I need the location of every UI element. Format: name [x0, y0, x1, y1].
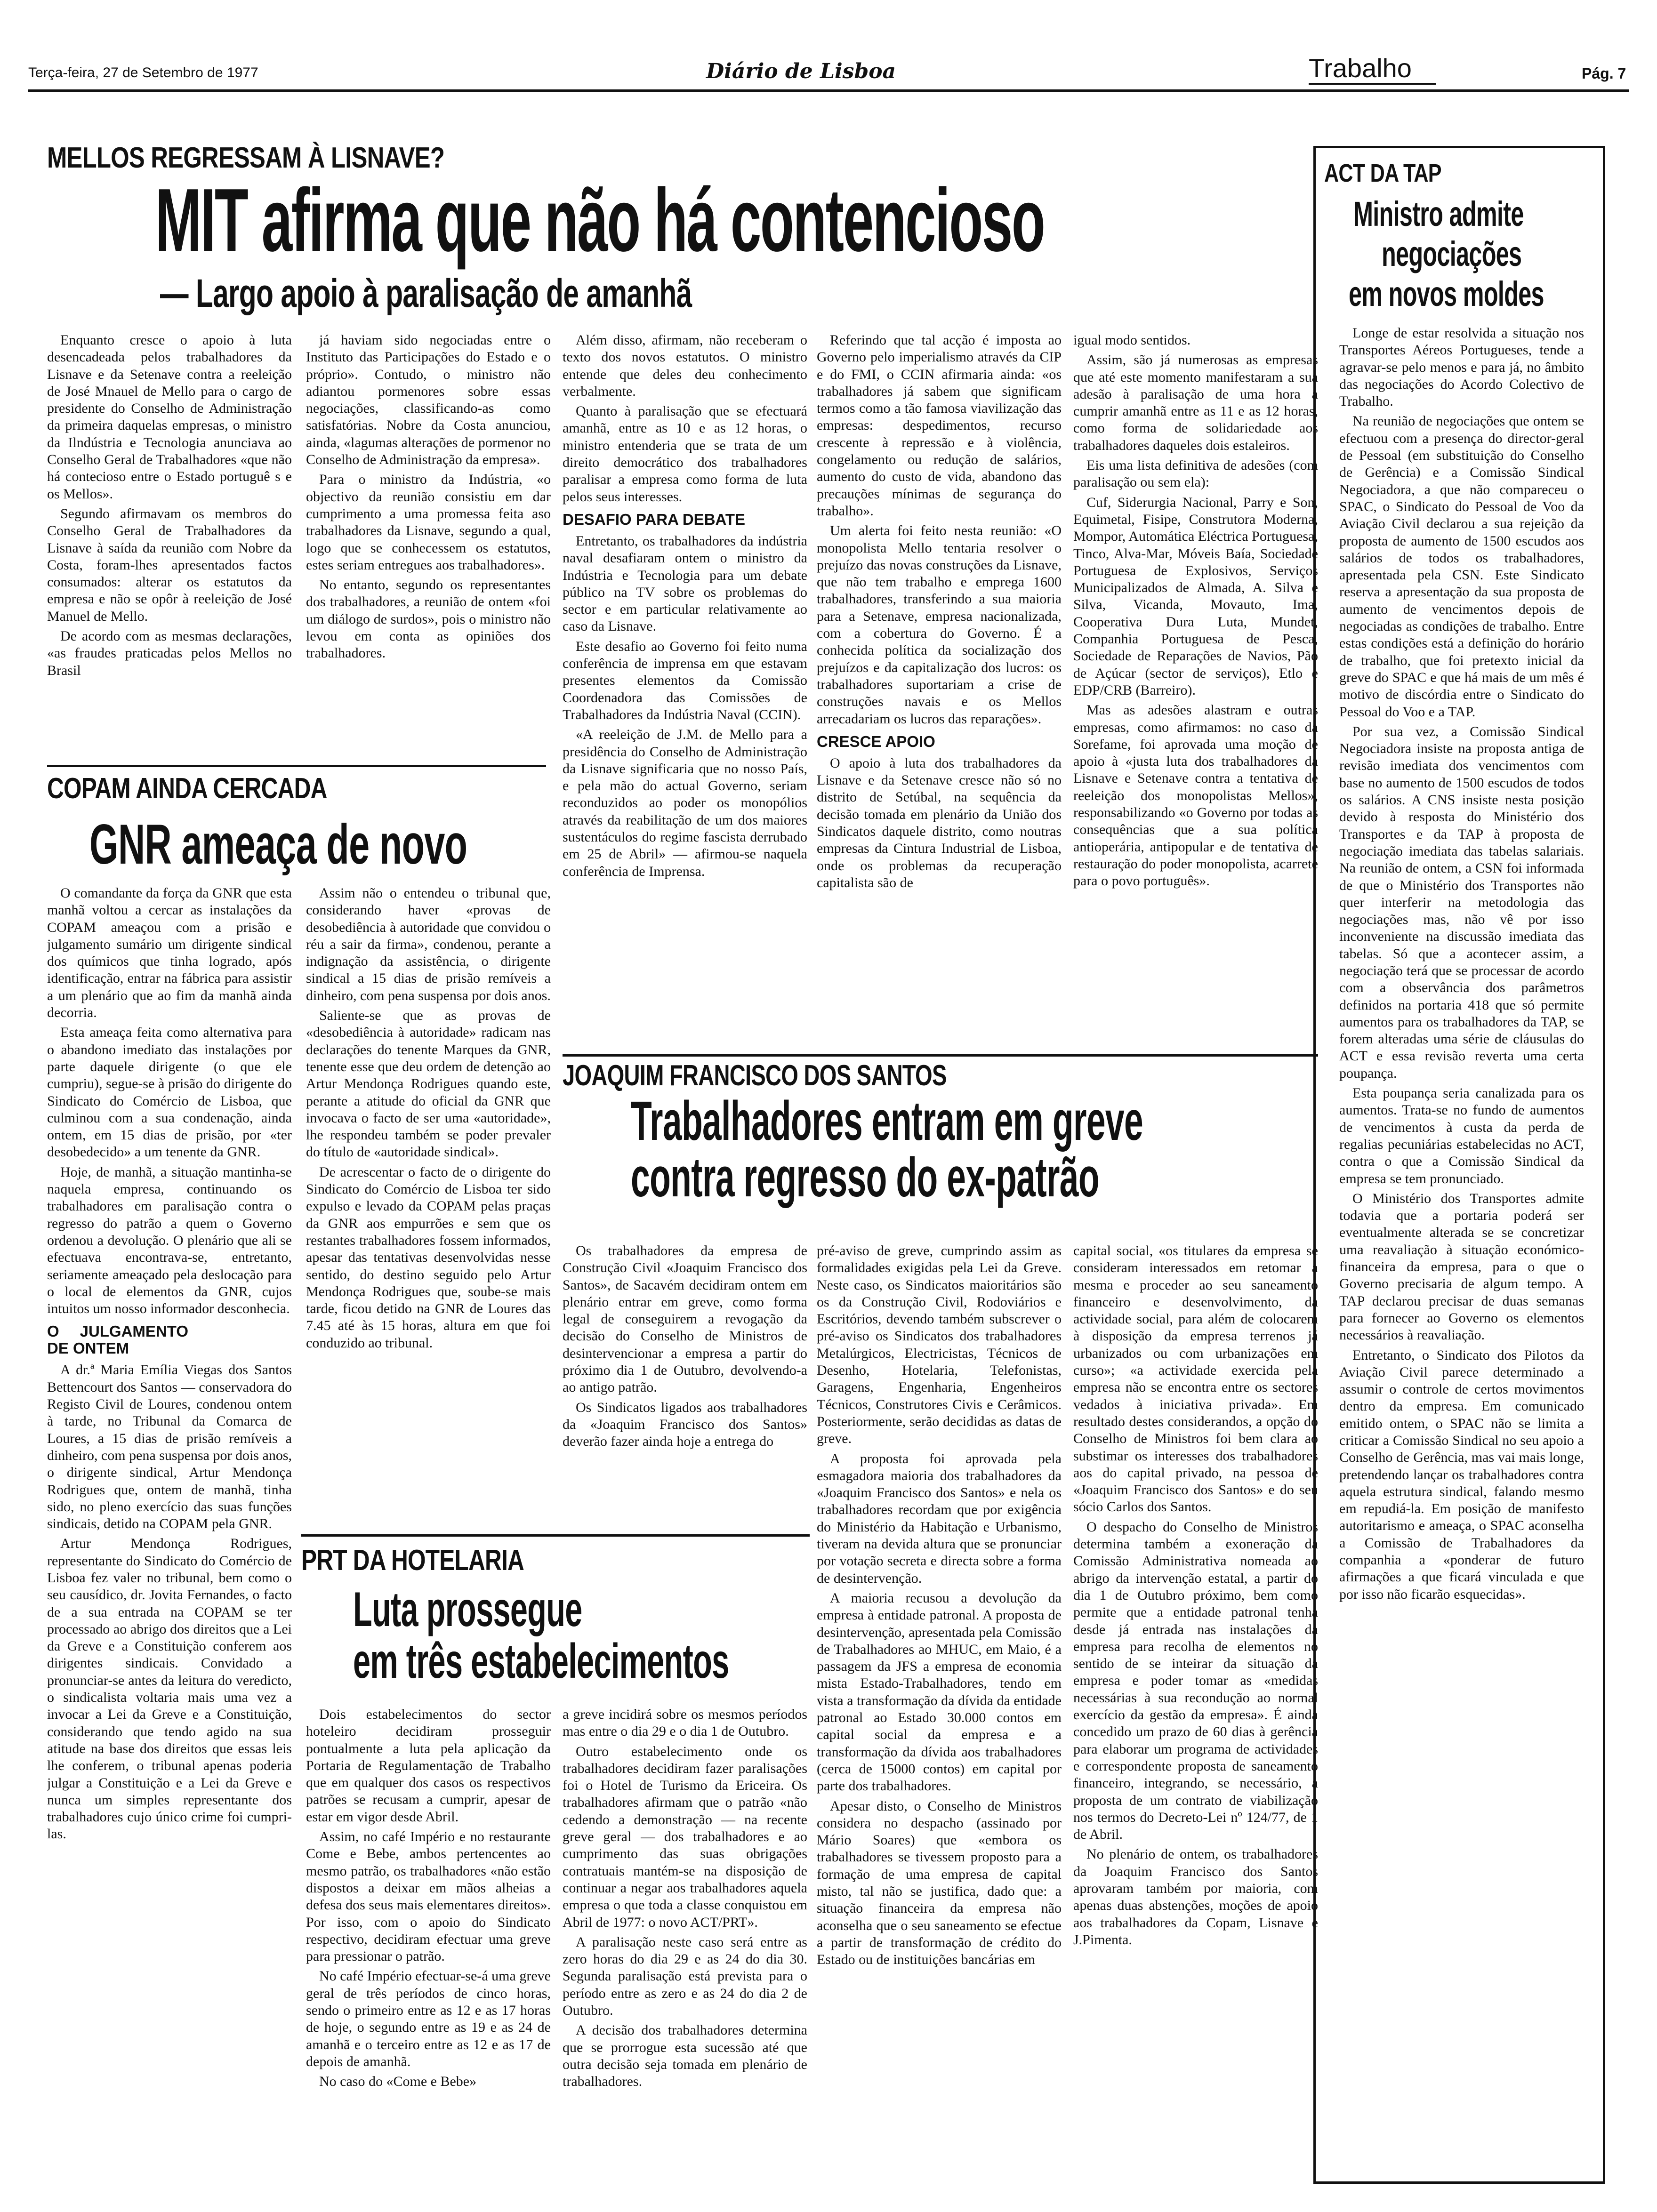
prt-headline-line2: em três estabelecimentos: [353, 1634, 729, 1689]
paragraph: igual modo sentidos.: [1073, 332, 1191, 348]
sidebar-body: [1339, 325, 1584, 2174]
copam-top-rule: [47, 765, 546, 767]
header-rule: [28, 89, 1629, 92]
paragraph: O apoio à luta dos trabalhadores da Lisnave e da Setenave cresce não só no distrito de Setúbal, na sequência da decisão tomada em plenário da União dos Sindicatos daquele distrito, como noutras empresas da Cintura Industrial de Lisboa, onde os problemas da recuperação capitalista são de: [817, 755, 1062, 890]
paragraph: A dr.ª Maria Emília Viegas dos Santos Bettencourt dos Santos — conservadora do Registo Civil de Loures, condenou ontem à tarde, no Tribunal da Comarca de Loures, a 15 dias de prisão remíveis a dinheiro, com pena suspensa por dois anos, o dirigente sindical, Artur Mendonça Rodrigues que, ontem de manhã, tinha sido, no pleno exercício das suas funções sindicais, detido na COPAM pela GNR.: [47, 1362, 292, 1532]
paragraph: Esta poupança seria canalizada para os aumentos. Trata-se no fundo de aumentos de vencimentos à custa da perda de regalias pecuniárias estabelecidas no ACT, contra o que a Comissão Sindical da empresa se tem pronunciado.: [1339, 1085, 1584, 1186]
copam-kicker: COPAM AINDA CERCADA: [47, 772, 327, 805]
paragraph: De acordo com as mesmas declarações, «as fraudes praticadas pelos Mellos no Brasil: [47, 628, 292, 678]
lead-column-4: [817, 332, 1062, 1071]
paragraph: No caso do «Come e Bebe»: [319, 2074, 477, 2090]
paragraph: No plenário de ontem, os trabalhadores da Joaquim Francisco dos Santos aprovaram também por maioria, com apenas duas abstenções, moções de apoio aos trabalhadores da Copam, Lisnave e J.Pimenta.: [1073, 1846, 1318, 1948]
lead-subhead-cresce: CRESCE APOIO: [817, 732, 935, 750]
paragraph: Referindo que tal acção é imposta ao Governo pelo imperialismo através da CIP e do FMI, o CCIN afirmaria ainda: «os trabalhadores já sabem que significam termos como a tão famosa viavilização das empresas: despedimentos, recurso crescente à repressão e à violência, congelamento ou redução de salários, aumento do custo de vida, abandono das precauções mínimas de segurança do trabalho».: [817, 332, 1062, 519]
paragraph: O comandante da força da GNR que esta manhã voltou a cercar as instalações da COPAM ameaçou com a prisão e julgamento sumário um dirigente sindical dos químicos que tinha logrado, após identificação, entrar na fábrica para assistir a um plenário que ao fim da manhã ainda decorria.: [47, 885, 292, 1021]
page-header: [28, 42, 1629, 94]
prt-column-1: [306, 1706, 551, 2205]
joaquim-column-3: [1073, 1242, 1318, 2203]
prt-top-rule: [301, 1534, 810, 1537]
paragraph: De acrescentar o facto de o dirigente do Sindicato do Comércio de Lisboa ter sido expulso e levado da COPAM pelas praças da GNR aos empurrões e sem que os restantes trabalhadores fossem informados, apesar das tentativas desenvolvidas nesse sentido, do destino seguido pelo Artur Mendonça Rodrigues que, soube-se mais tarde, ficou detido na GNR de Loures das 7.45 até às 15 horas, altura em que foi conduzido ao tribunal.: [306, 1164, 551, 1351]
paragraph: Um alerta foi feito nesta reunião: «O monopolista Mello tentaria resolver o prejuízo das novas construções da Lisnave, que não tem trabalho e emprega 1600 trabalhadores, transferindo a sua maioria para a Setenave, empresa nacionalizada, com a cobertura do Governo. É a conhecida política da socialização dos prejuízos e da capitalização dos lucros: os trabalhadores suportariam a crise de construções navais e os Mellos arrecadariam os lucros das reparações».: [817, 523, 1062, 727]
paragraph: Apesar disto, o Conselho de Ministros considera no despacho (assinado por Mário Soares) que «embora os trabalhadores se tivessem proposto para a formação de uma empresa de capital misto, tal não se justifica, dado que: a situação financeira da empresa não aconselha que o seu saneamento se efectue a partir de transformação de crédito do Estado ou de instituições bancárias em: [817, 1798, 1062, 1968]
sidebar-headline-line3: em novos moldes: [1349, 274, 1544, 313]
copam-headline: GNR ameaça de novo: [89, 813, 467, 876]
page-number: Pág. 7: [1582, 65, 1626, 82]
paragraph: Os Sindicatos ligados aos trabalhadores da «Joaquim Francisco dos Santos» deverão fazer ainda hoje a entrega do: [563, 1399, 807, 1450]
paragraph: Eis uma lista definitiva de adesões (com paralisação ou sem ela):: [1073, 457, 1318, 490]
paragraph: A paralisação neste caso será entre as zero horas do dia 29 e as 24 do dia 30. Segunda paralisação está prevista para o período entre as zero e as 24 do dia 2 de Outubro.: [563, 1934, 807, 2019]
paragraph: No café Império efectuar-se-á uma greve geral de três períodos de cinco horas, sendo o primeiro entre as 12 e as 17 horas de hoje, o segundo entre as 19 e as 24 de amanhã e o terceiro entre as 12 e as 17 de depois de amanhã.: [306, 1968, 551, 2069]
section-label: Trabalho: [1309, 53, 1412, 83]
paragraph: Enquanto cresce o apoio à luta desencadeada pelos trabalhadores da Lisnave e da Setenave contra a reeleição de José Mnauel de Mello para o cargo de presidente do Conselho de Administração da primeira daquelas empresas, o ministro da Ilndústria e Tecnologia anunciava ao Conselho Geral de Trabalhadores «que não há contecioso entre o Estado portuguê s e os Mellos».: [47, 332, 292, 502]
joaquim-column-2: [817, 1242, 1062, 2203]
paragraph: Saliente-se que as provas de «desobediência à autoridade» radicam nas declarações do tenente Marques da GNR, tenente esse que deu ordem de detenção ao Artur Mendonça Rodrigues quando este, perante a atitude do oficial da GNR que invocava o facto de ser uma «autoridade», lhe respondeu também se poder prevaler do título de «autoridade sindical».: [306, 1008, 551, 1160]
paragraph: Cuf, Siderurgia Nacional, Parry e Son, Equimetal, Fisipe, Construtora Moderna, Mompor, Automática Eléctrica Portuguesa, Tinco, Alva-Mar, Móveis Baía, Sociedade Portuguesa de Explosivos, Serviços Municipalizados de Almada, A. Silva e Silva, Vicanda, Movauto, Ima, Cooperativa Dura Luta, Mundet, Companhia Portuguesa de Pesca, Sociedade de Reparações de Navios, Pão de Açúcar (sector de serviços), Etlo e EDP/CRB (Barreiro).: [1073, 494, 1318, 698]
paragraph: Assim não o entendeu o tribunal que, considerando haver «provas de desobediência à autoridade que convidou o réu a sair da firma», condenou, perante a indignação da assistência, o dirigente sindical a 15 dias de prisão remíveis a dinheiro, com pena suspensa por dois anos.: [306, 885, 551, 1003]
paragraph: Entretanto, os trabalhadores da indústria naval desafiaram ontem o ministro da Indústria e Tecnologia para um debate público na TV sobre os problemas do sector e em particular relativamente ao caso da Lisnave.: [563, 533, 807, 634]
paragraph: Os trabalhadores da empresa de Construção Civil «Joaquim Francisco dos Santos», de Sacavém decidiram ontem em plenário entrar em greve, como forma legal de conseguirem a revogação da decisão do Conselho de Ministros de desintervencionar a empresa a partir do próximo dia 1 de Outubro, devolvendo-a ao antigo patrão.: [563, 1243, 807, 1395]
sidebar-headline-line1: Ministro admite: [1353, 194, 1524, 233]
paragraph: a greve incidirá sobre os mesmos períodos mas entre o dia 29 e o dia 1 de Outubro.: [563, 1707, 807, 1739]
paragraph: Segundo afirmavam os membros do Conselho Geral de Trabalhadores da Lisnave à saída da reunião com Nobre da Costa, foram-lhes apresentados factos consumados: alterar os estatutos da empresa e não se opôr à reeleição de José Manuel de Mello.: [47, 505, 292, 624]
paragraph: Entretanto, o Sindicato dos Pilotos da Aviação Civil parece determinado a assumir o controle de certos movimentos dentro da empresa. Em comunicado emitido ontem, o SPAC não se limita a criticar a Comissão Sindical no seu apoio a Conselho de Gerência, mas vai mais longe, pretendendo lançar os trabalhadores contra aquela estrutura sindical, falando mesmo em repudiá-la. Em posição de manifesto autoritarismo e ameaça, o SPAC aconselha a Comissão de Trabalhadores da companhia a «ponderar de futuro afirmações a que ficará vinculada e que por isso não ficarão esquecidas».: [1339, 1347, 1584, 1602]
copam-subhead-julgamento: O JULGAMENTO DE ONTEM: [47, 1322, 188, 1357]
lead-column-3: [563, 332, 807, 1071]
paragraph: capital social, «os titulares da empresa se consideram interessados em retomar a mesma e proceder ao seu saneamento financeiro e desenvolvimento, da actividade social, para além de colocarem à disposição da empresa terrenos já urbanizados ou com urbanizações em curso»; «a actividade exercida pela empresa não se encontra entre os sectores vedados à iniciativa privada». Em resultado destes considerandos, a opção do Conselho de Ministros foi bem clara ao substimar os interesses dos trabalhadores aos do capital privado, na pessoa de «Joaquim Francisco dos Santos» e do seu sócio Carlos dos Santos.: [1073, 1243, 1318, 1515]
paragraph: Esta ameaça feita como alternativa para o abandono imediato das instalações por parte daquele dirigente (o que ele cumpriu), segue-se à prisão do dirigente do Sindicato do Comércio de Lisboa, que culminou com a sua condenação, ainda ontem, em 15 dias de prisão, por «ter desobedecido» a um tenente da GNR.: [47, 1025, 292, 1160]
paragraph: Dois estabelecimentos do sector hoteleiro decidiram prosseguir pontualmente a luta pela aplicação da Portaria de Regulamentação de Trabalho que em qualquer dos casos os respectivos patrões se recusam a cumprir, apesar de estar em vigor desde Abril.: [306, 1707, 551, 1825]
prt-column-2: [563, 1706, 807, 2205]
lead-kicker: MELLOS REGRESSAM À LISNAVE?: [47, 142, 445, 174]
paragraph: Além disso, afirmam, não receberam o texto dos novos estatutos. O ministro entende que deles deu conhecimento verbalmente.: [563, 332, 807, 399]
lead-column-1: [47, 332, 292, 741]
paragraph: Mas as adesões alastram e outras empresas, como afirmamos: no caso da Sorefame, foi aprovada uma moção de apoio à «justa luta dos trabalhadores da Lisnave e Setenave contra a tentativa de reeleição dos monopolistas Mellos», responsabilizando «o Governo por todas as consequências que a sua política antioperária, antipopular e de tentativa de restauração do poder monopolista, acarrete para o povo português».: [1073, 702, 1318, 889]
paragraph: Quanto à paralisação que se efectuará amanhã, entre as 10 e as 12 horas, o ministro entenderia que se trata de um direito democrático dos trabalhadores paralisar a empresa como forma de luta pelos seus interesses.: [563, 403, 807, 505]
lead-subheadline: — Largo apoio à paralisação de amanhã: [160, 271, 692, 315]
sidebar-box: [1313, 146, 1605, 2184]
paragraph: já haviam sido negociadas entre o Instituto das Participações do Estado e o próprio». Contudo, o ministro não adiantou pormenores sobre essas negociações, classificando-as como satisfatórias. Nobre da Costa anunciou, ainda, «lagumas alterações de pormenor no Conselho de Administração da empresa».: [306, 332, 551, 468]
paragraph: A maioria recusou a devolução da empresa à entidade patronal. A proposta de desintervenção, apresentada pela Comissão de Trabalhadores ao MHUC, em Maio, é a passagem da JFS a empresa de economia mista Estado-Trabalhadores, tendo em vista a transformação da dívida da entidade patronal ao Estado 30.000 contos em capital social da empresa e a transformação da dívida aos trabalhadores (cerca de 15000 contos) em capital por parte dos trabalhadores.: [817, 1590, 1062, 1794]
paragraph: Na reunião de negociações que ontem se efectuou com a presença do director-geral de Pessoal (em substituição do Conselho de Gerência) e a Comissão Sindical Negociadora, a que não compareceu o SPAC, o Sindicato do Pessoal de Voo da Aviação Civil declarou a sua rejeição da proposta de aumento de 1500 escudos aos salários de todos os trabalhadores, apresentada pela CSN. Este Sindicato reserva a apresentação da sua proposta de aumento de vencimentos depois de negociadas as condições de trabalho. Entre estas condições está a definição do horário de trabalho, que foi pretexto inicial da greve do SPAC e que há mais de um mês é motivo de discórdia entre o Sindicato do Pessoal do Voo e a TAP.: [1339, 413, 1584, 720]
joaquim-headline-line1: Trabalhadores entram em greve: [631, 1090, 1143, 1152]
paragraph: Este desafio ao Governo foi feito numa conferência de imprensa em que estavam presentes elementos da Comissão Coordenadora das Comissões de Trabalhadores da Indústria Naval (CCIN).: [563, 638, 807, 722]
joaquim-top-rule: [563, 1054, 1318, 1057]
paragraph: Por sua vez, a Comissão Sindical Negociadora insiste na proposta antiga de revisão imediata dos vencimentos com base no aumento de 1500 escudos de todos os salários. A CNS insiste nesta posição devido à resposta do Ministério dos Transportes e da TAP à proposta de negociação imediata das tabelas salariais. Na reunião de ontem, a CSN foi informada de que o Ministério dos Transportes não quer interferir na metodologia das negociações mas, não vê por isso inconveniente na discussão imediata das tabelas. Só que a acontecer assim, a negociação terá que se processar de acordo com a observância dos parâmetros definidos na portaria 418 que só permite aumentos para os trabalhadores da TAP, se forem alteradas uma série de cláusulas do ACT e essa revisão reverta uma certa poupança.: [1339, 723, 1584, 1081]
paragraph: O despacho do Conselho de Ministros determina também a exoneração da Comissão Administrativa nomeada ao abrigo da intervenção estatal, a partir do dia 1 de Outubro próximo, bem como permite que a entidade patronal tenha desde já entrada nas instalações da empresa para recolha de elementos no sentido de se inteirar da situação da empresa e poder tomar as «medidas necessárias à sua recondução ao normal exercício da gestão da empresa». É ainda concedido um prazo de 60 dias à gerência para elaborar um programa de actividades e correspondente proposta de saneamento financeiro, integrando, se necessário, a proposta de um contrato de viabilização nos termos do Decreto-Lei nº 124/77, de 1 de Abril.: [1073, 1519, 1318, 1843]
paragraph: O Ministério dos Transportes admite todavia que a portaria poderá ser eventualmente alterada se se concretizar uma reavaliação à situação económico-financeira da empresa, para o que o Governo precisaria de algum tempo. A TAP declarou precisar de duas semanas para fornecer ao Governo os elementos necessários à reavaliação.: [1339, 1190, 1584, 1343]
copam-column-1: [47, 885, 292, 2203]
paragraph: «A reeleição de J.M. de Mello para a presidência do Conselho de Administração da Lisnave significaria que no nosso País, e pela mão do actual Governo, seriam reconduzidos ao poder os monopólios através da reabilitação de um dos maiores sustentáculos do regime fascista derrubado em 25 de Abril» — afirmou-se naquela conferência de Imprensa.: [563, 727, 807, 879]
sidebar-kicker: ACT DA TAP: [1324, 159, 1441, 187]
section-underline: [1309, 83, 1436, 85]
paragraph: Assim, no café Império e no restaurante Come e Bebe, ambos pertencentes ao mesmo patrão, os trabalhadores «não estão dispostos a deixar em mãos alheias a defesa dos seus mais elementares direitos». Por isso, com o apoio do Sindicato respectivo, decidiram efectuar uma greve para pressionar o patrão.: [306, 1829, 551, 1964]
lead-column-5: [1073, 332, 1318, 1071]
joaquim-headline-line2: contra regresso do ex-patrão: [631, 1146, 1099, 1209]
paragraph: Outro estabelecimento onde os trabalhadores decidiram fazer paralisações foi o Hotel de Turismo da Ericeira. Os trabalhadores afirmam que o patrão «não cedendo a demonstração — na recente greve geral — dos trabalhadores e ao cumprimento das suas obrigações contratuais mantém-se na disposição de continuar a negar aos trabalhadores aquela empresa o que toda a classe conquistou em Abril de 1977: o novo ACT/PRT».: [563, 1743, 807, 1930]
joaquim-column-1: [563, 1242, 807, 1478]
paragraph: Para o ministro da Indústria, «o objectivo da reunião consistiu em dar cumprimento a uma promessa feita aso trabalhadores da Lisnave, segundo a qual, logo que se conhecessem os estatutos, estes seriam entregues aos trabalhadores».: [306, 472, 551, 573]
paragraph: Assim, são já numerosas as empresas que até este momento manifestaram a sua adesão à paralisação de uma hora a cumprir amanhã entre as 11 e as 12 horas, como forma de solidariedade aos trabalhadores daqueles dois estaleiros.: [1073, 352, 1318, 453]
paragraph: A decisão dos trabalhadores determina que se prorrogue esta sucessão até que outra decisão seja tomada em plenário de trabalhadores.: [563, 2022, 807, 2090]
lead-subhead-desafio: DESAFIO PARA DEBATE: [563, 510, 746, 528]
paragraph: Artur Mendonça Rodrigues, representante do Sindicato do Comércio de Lisboa fez valer no tribunal, bem como o seu causídico, dr. Jovita Fernandes, o facto de a sua entrada na COPAM se ter processado ao abrigo dos direitos que a Lei da Greve e a Constituição conferem aos dirigentes sindicais. Convidado a pronunciar-se antes da leitura do veredicto, o sindicalista voltaria mais uma vez a invocar a Lei da Greve e a Constituição, considerando que tendo agido na sua atitude na base dos direitos que essas leis lhe conferem, o tribunal apenas poderia julgar a Constituição e a Lei da Greve e nunca um simples representante dos trabalhadores cujo único crime foi cumpri-las.: [47, 1536, 292, 1842]
prt-headline-line1: Luta prossegue: [353, 1582, 582, 1637]
joaquim-kicker: JOAQUIM FRANCISCO DOS SANTOS: [563, 1059, 947, 1092]
sidebar-headline-line2: negociações: [1382, 234, 1522, 273]
lead-headline: MIT afirma que não há contencioso: [155, 170, 1045, 270]
prt-kicker: PRT DA HOTELARIA: [301, 1544, 524, 1577]
copam-column-2: [306, 885, 551, 1487]
paragraph: pré-aviso de greve, cumprindo assim as formalidades exigidas pela Lei da Greve. Neste caso, os Sindicatos maioritários são os da Construção Civil, Rodoviários e Escritórios, devendo também subscrever o pré-aviso os Sindicatos dos trabalhadores Metalúrgicos, Electricistas, Técnicos de Desenho, Hotelaria, Telefonistas, Garagens, Engenharia, Engenheiros Técnicos, Construtores Civis e Cerâmicos. Posteriormente, serão decididas as datas de greve.: [817, 1243, 1062, 1447]
header-date: Terça-feira, 27 de Setembro de 1977: [28, 65, 258, 80]
masthead: Diário de Lisboa: [706, 59, 896, 83]
paragraph: Longe de estar resolvida a situação nos Transportes Aéreos Portugueses, tende a agravar-se pelo menos e para já, no âmbito das negociações do Acordo Colectivo de Trabalho.: [1339, 325, 1584, 409]
paragraph: A proposta foi aprovada pela esmagadora maioria dos trabalhadores da «Joaquim Francisco dos Santos» e nela os trabalhadores recordam que por exigência do Ministério da Habitação e Urbanismo, tiveram na devida altura que se pronunciar por votação secreta e directa sobre a forma de desintervenção.: [817, 1451, 1062, 1586]
paragraph: Hoje, de manhã, a situação mantinha-se naquela empresa, continuando os trabalhadores em paralisação contra o regresso do patrão a quem o Governo ordenou a devolução. O plenário que ali se efectuava encontrava-se, entretanto, seriamente ameaçado pela deslocação para o local de elementos da GNR, cujos intuitos um nosso informador desconhecia.: [47, 1164, 292, 1317]
paragraph: No entanto, segundo os representantes dos trabalhadores, a reunião de ontem «foi um diálogo de surdos», pois o ministro não levou em conta as opiniões dos trabalhadores.: [306, 577, 551, 661]
lead-column-2: [306, 332, 551, 755]
